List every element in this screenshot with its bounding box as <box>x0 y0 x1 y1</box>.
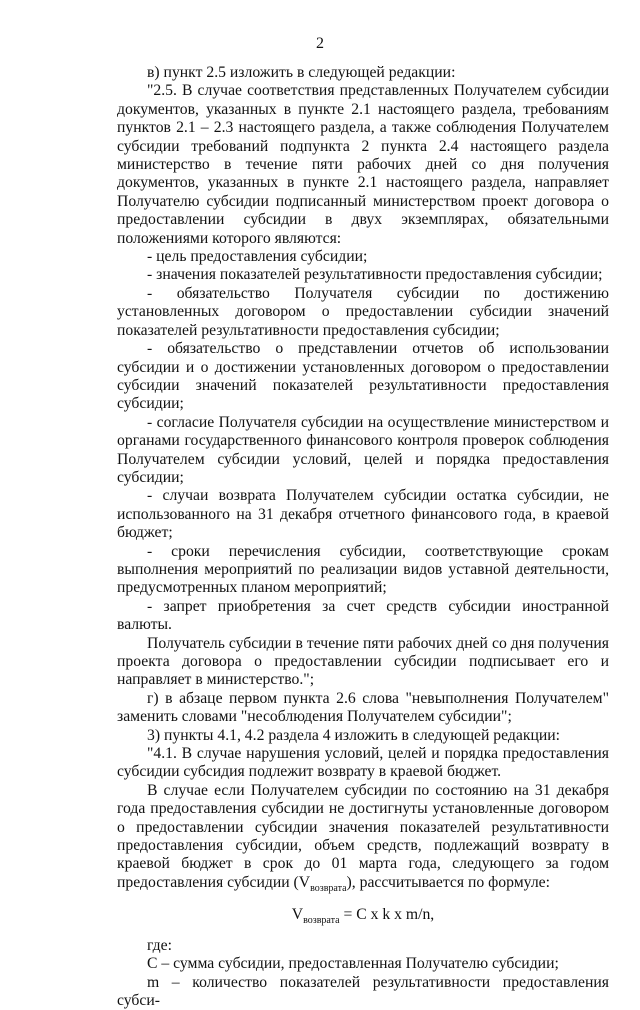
formula-symbol: V <box>292 906 303 923</box>
list-item-indicators: - значения показателей результативности предоставления субсидии; <box>117 266 609 284</box>
paragraph-clause-4-1: "4.1. В случае нарушения условий, целей и порядка предоставления субсидии субсидия подлежит возврату в краевой бюджет. <box>117 745 609 782</box>
list-item-refund-cases: - случаи возврата Получателем субсидии остатка субсидии, не использованного на 31 декабря отчетного финансового года, в краевой бюджет; <box>117 487 609 542</box>
page-number: 2 <box>0 35 640 53</box>
refund-subscript: возврата <box>310 883 346 894</box>
document-body <box>117 64 609 1010</box>
formula-subscript: возврата <box>303 915 339 926</box>
paragraph-where: где: <box>117 937 609 955</box>
paragraph-recipient-signs: Получатель субсидии в течение пяти рабочих дней со дня получения проекта договора о предоставлении субсидии подписывает его и направляет в министерство."; <box>117 635 609 690</box>
list-item-obligation: - обязательство Получателя субсидии по достижению установленных договором о предоставлении субсидии значений показателей результативности предоставления субсидии; <box>117 285 609 340</box>
paragraph-clause-2-5: "2.5. В случае соответствия представленных Получателем субсидии документов, указанных в пункте 2.1 настоящего раздела, требованиям пунктов 2.1 – 2.3 настоящего раздела, а также соблюдения Получателем субсидии требований подпункта 2 пункта 2.4 настоящего раздела министерство в течение пяти рабочих дней со дня получения документов, указанных в пункте 2.1 настоящего раздела, направляет Получателю субсидии подписанный министерством проект договора о предоставлении субсидии в двух экземплярах, обязательными положениями которого являются: <box>117 82 609 248</box>
paragraph-item-v: в) пункт 2.5 изложить в следующей редакции: <box>117 64 609 82</box>
formula-expression: = С х k х m/n, <box>340 906 435 923</box>
paragraph-item-3: 3) пункты 4.1, 4.2 раздела 4 изложить в следующей редакции: <box>117 727 609 745</box>
refund-text-start: В случае если Получателем субсидии по состоянию на 31 декабря года предоставления субсидии не достигнуты установленные договором о предоставлении субсидии значения показателей результативности предоставления субсидии, объем средств, подлежащий возврату в краевой бюджет в срок до 01 марта года, следующего за годом предоставления субсидии (V <box>117 782 609 891</box>
list-item-purpose: - цель предоставления субсидии; <box>117 248 609 266</box>
list-item-transfer-terms: - сроки перечисления субсидии, соответствующие срокам выполнения мероприятий по реализации видов уставной деятельности, предусмотренных планом мероприятий; <box>117 543 609 598</box>
paragraph-refund-calculation <box>117 782 609 892</box>
list-item-consent: - согласие Получателя субсидии на осуществление министерством и органами государственного финансового контроля проверок соблюдения Получателем субсидии условий, целей и порядка предоставления субсидии; <box>117 414 609 488</box>
list-item-reports: - обязательство о представлении отчетов об использовании субсидии и о достижении установленных договором о предоставлении субсидии значений показателей результативности предоставления субсидии; <box>117 340 609 414</box>
list-item-currency-ban: - запрет приобретения за счет средств субсидии иностранной валюты. <box>117 598 609 635</box>
definition-c: С – сумма субсидии, предоставленная Получателю субсидии; <box>117 955 609 973</box>
formula <box>117 906 609 924</box>
definition-m: m – количество показателей результативности предоставления субси- <box>117 974 609 1010</box>
refund-text-end: ), рассчитывается по формуле: <box>347 874 550 891</box>
paragraph-item-g: г) в абзаце первом пункта 2.6 слова "невыполнения Получателем" заменить словами "несоблюдения Получателем субсидии"; <box>117 690 609 727</box>
